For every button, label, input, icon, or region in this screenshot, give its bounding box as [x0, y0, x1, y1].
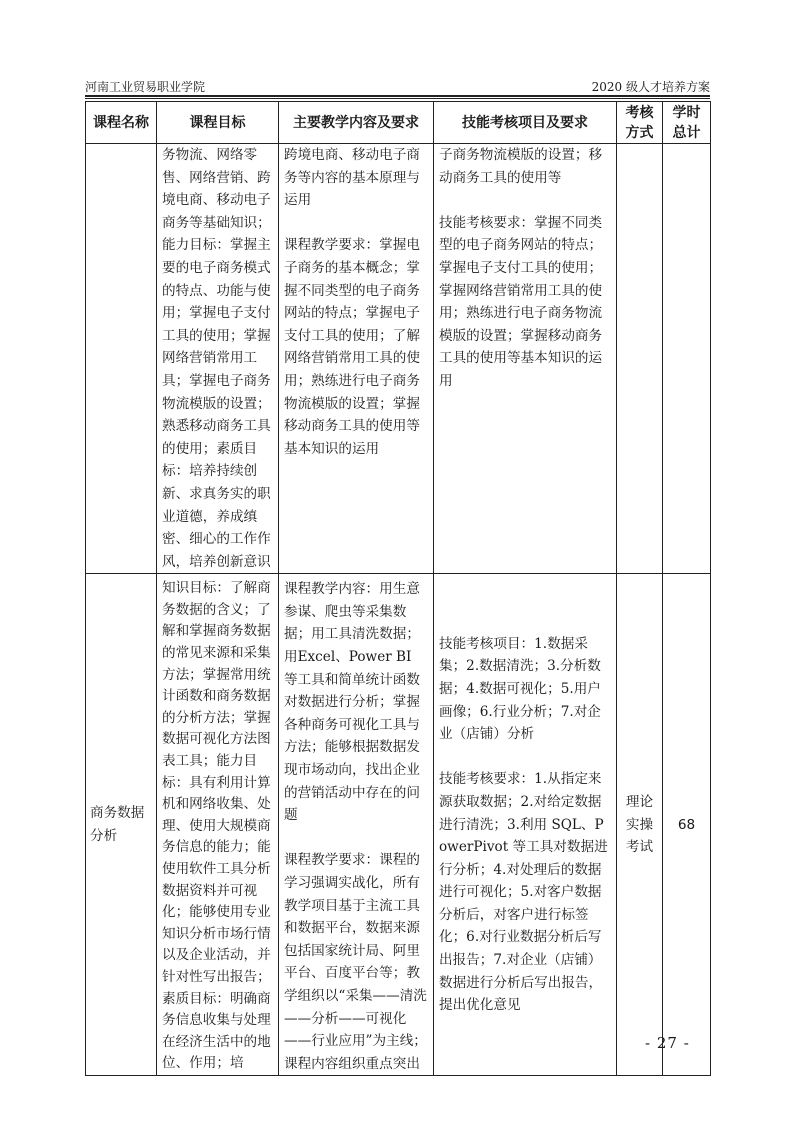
column-header-objectives: 课程目标: [157, 102, 279, 144]
column-header-hours: [663, 102, 711, 144]
skills-text: 子商务物流模版的设置；移动商务工具的使用等 技能考核要求：掌握不同类型的电子商务网站的特点；掌握电子支付工具的使用；掌握网络营销常用工具的使用；熟练进行电子商务物流模版的设置；掌握移动商务工具的使用等基本知识的运用: [439, 147, 603, 389]
objectives-cell: [157, 144, 279, 574]
objectives-cell: [157, 574, 279, 1076]
hours-header-text: 学时 总计: [672, 104, 701, 141]
page-header: [85, 78, 710, 94]
skills-cell: [434, 144, 617, 574]
skills-cell: [434, 574, 617, 1076]
header-rule-thick: [85, 95, 710, 97]
course-name-text: 商务数据分析: [90, 805, 145, 844]
course-name-cell: [86, 574, 157, 1076]
column-header-skills: 技能考核项目及要求: [434, 102, 617, 144]
content-cell: [279, 574, 434, 1076]
table-row: [86, 574, 711, 1076]
assessment-cell: [617, 144, 663, 574]
content-text: 跨境电商、移动电子商务等内容的基本原理与运用 课程教学要求：掌握电子商务的基本概念；掌握不同类型的电子商务网站的特点；掌握电子支付工具的使用；了解网络营销常用工具的使用；熟练进行电子商务物流模版的设置；掌握移动商务工具的使用等基本知识的运用: [284, 147, 420, 457]
hours-cell: [663, 574, 711, 1076]
content-cell: [279, 144, 434, 574]
column-header-content: 主要教学内容及要求: [279, 102, 434, 144]
objectives-text: 务物流、网络零售、网络营销、跨境电商、移动电子商务等基础知识；能力目标：掌握主要的电子商务模式的特点、功能与使用；掌握电子支付工具的使用；掌握网络营销常用工具；掌握电子商务物流模版的设置；熟悉移动商务工具的使用；素质目标：培养持续创新、求真务实的职业道德，养成缜密、细心的工作作风，培养创新意识: [162, 147, 271, 570]
assessment-header-text: 考核 方式: [625, 104, 654, 141]
skills-text: 技能考核项目：1.数据采集；2.数据清洗；3.分析数据；4.数据可视化；5.用户画像；6.行业分析；7.对企业（店铺）分析 技能考核要求：1.从指定来源获取数据；2.对给定数据进行清洗；3.利用 SQL、PowerPivot 等工具对数据进行分析；4.对处理后的数据进行可视化；5.对客户数据分析后，对客户进行标签化；6.对行业数据分析后写出报告；7.对企业（店铺）数据进行分析后写出报告，提出优化意见: [439, 635, 608, 1014]
course-name-cell: [86, 144, 157, 574]
course-table: [85, 101, 711, 1076]
page-number: - 27 -: [645, 1034, 690, 1052]
assessment-cell: [617, 574, 663, 1076]
hours-text: 68: [677, 816, 696, 833]
assessment-text: 理论 实操 考试: [625, 793, 654, 856]
document-title: 2020 级人才培养方案: [591, 80, 710, 94]
hours-cell: [663, 144, 711, 574]
table-row: [86, 144, 711, 574]
content-text: 课程教学内容：用生意参谋、爬虫等采集数据；用工具清洗数据；用Excel、Power BI 等工具和简单统计函数对数据进行分析；掌握各种商务可视化工具与方法；能够根据数据发现市场动向，找出企业的营销活动中存在的问题 课程教学要求：课程的学习强调实战化，所有教学项目基于主流工具和数据平台，数据来源包括国家统计局、阿里平台、百度平台等；教学组织以“采集——清洗——分析——可视化——行业应用”为主线；课程内容组织重点突出: [284, 581, 427, 1072]
objectives-text: 知识目标：了解商务数据的含义；了解和掌握商务数据的常见来源和采集方法；掌握常用统计函数和商务数据的分析方法；掌握数据可视化方法图表工具；能力目标：具有利用计算机和网络收集、处理、使用大规模商务信息的能力；能使用软件工具分析数据资料并可视化；能够使用专业知识分析市场行情以及企业活动，并针对性写出报告；素质目标：明确商务信息收集与处理在经济生活中的地位、作用；培: [162, 580, 271, 1072]
school-name: 河南工业贸易职业学院: [85, 80, 206, 94]
column-header-course-name: 课程名称: [86, 102, 157, 144]
header-rule-thin: [85, 98, 710, 99]
column-header-assessment: [617, 102, 663, 144]
table-header-row: [86, 102, 711, 144]
